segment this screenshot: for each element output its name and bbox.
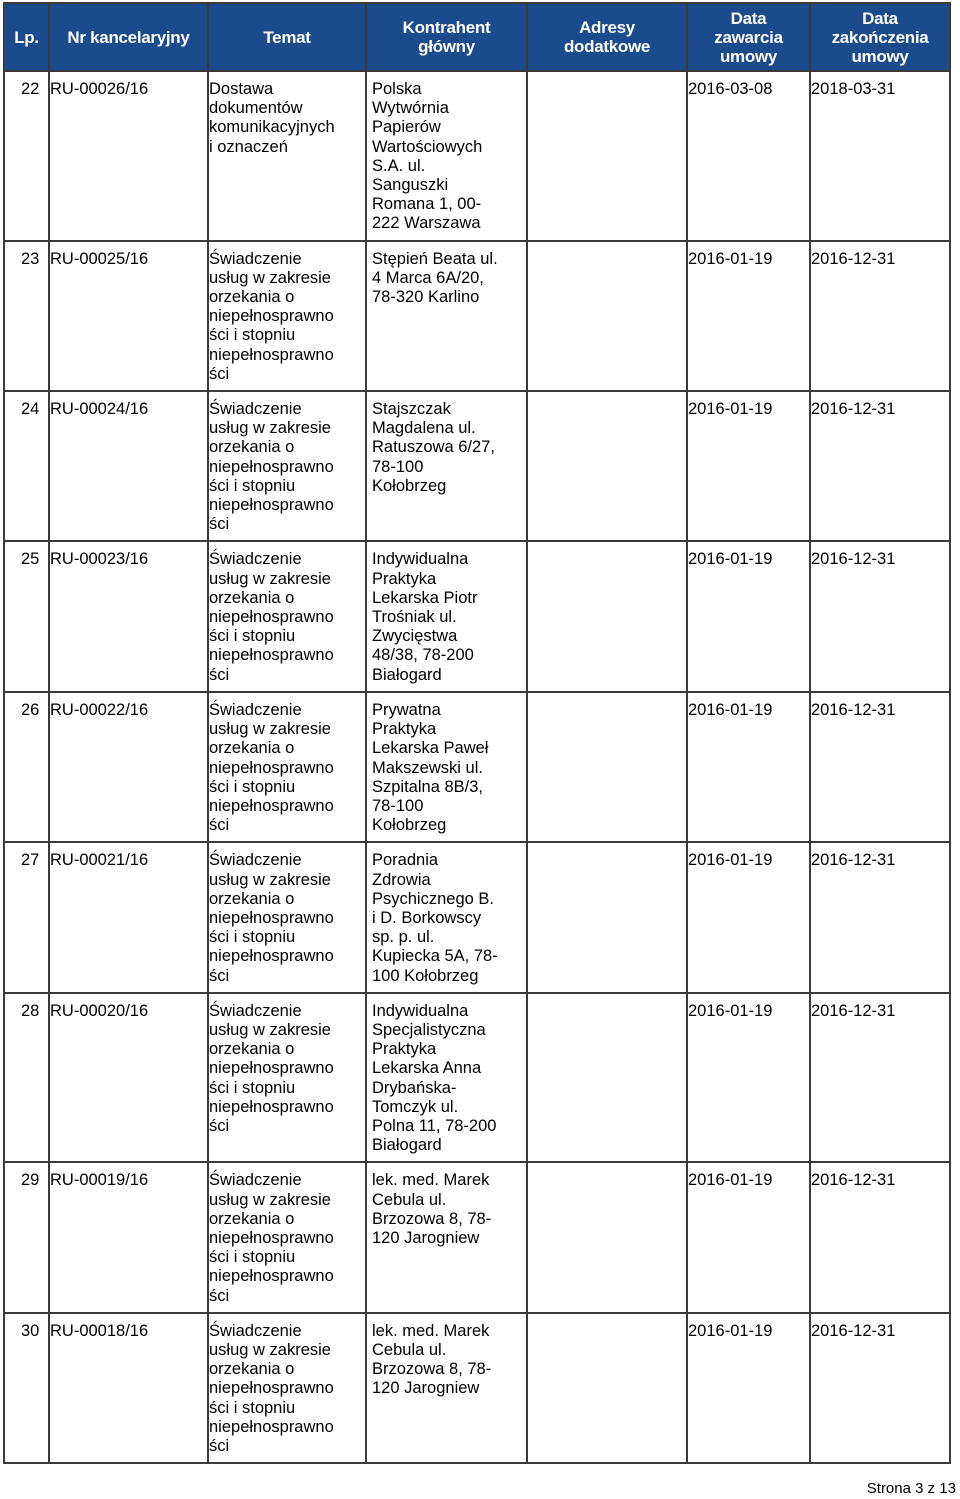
row-number-cell bbox=[4, 541, 49, 691]
contract-end-date: 2016-12-31 bbox=[811, 700, 896, 719]
contract-start-date: 2016-01-19 bbox=[688, 400, 773, 419]
reference-number: RU-00020/16 bbox=[50, 1001, 149, 1020]
contract-topic: Świadczenie usług w zakresie orzekania o niepełnosprawno ści i stopniu niepełnosprawno ści bbox=[209, 400, 334, 534]
reference-number: RU-00019/16 bbox=[50, 1171, 149, 1190]
header-addresses bbox=[527, 3, 687, 71]
contract-topic-cell bbox=[208, 241, 366, 391]
contract-start-date-cell bbox=[687, 692, 810, 842]
reference-number: RU-00022/16 bbox=[50, 700, 149, 719]
main-contractor: Indywidualna Praktyka Lekarska Piotr Trośniak ul. Zwycięstwa 48/38, 78-200 Białogard bbox=[372, 550, 478, 684]
table-row bbox=[4, 692, 950, 842]
row-number-cell bbox=[4, 993, 49, 1163]
contract-end-date-cell bbox=[810, 842, 950, 992]
contract-end-date-cell bbox=[810, 541, 950, 691]
reference-number-cell bbox=[49, 993, 208, 1163]
header-lp: Lp. bbox=[4, 3, 49, 71]
row-number: 27 bbox=[21, 851, 40, 870]
main-contractor: lek. med. Marek Cebula ul. Brzozowa 8, 78- 120 Jarogniew bbox=[372, 1321, 492, 1398]
main-contractor-cell bbox=[366, 692, 527, 842]
reference-number-cell bbox=[49, 692, 208, 842]
contract-end-date-cell bbox=[810, 391, 950, 541]
contract-end-date: 2016-12-31 bbox=[811, 550, 896, 569]
additional-addresses-cell bbox=[527, 1313, 687, 1463]
contract-topic-cell bbox=[208, 1162, 366, 1312]
additional-addresses-cell bbox=[527, 391, 687, 541]
reference-number-cell bbox=[49, 842, 208, 992]
contract-end-date: 2016-12-31 bbox=[811, 1171, 896, 1190]
header-contractor bbox=[366, 3, 527, 71]
reference-number: RU-00025/16 bbox=[50, 249, 149, 268]
row-number: 26 bbox=[21, 700, 40, 719]
contract-end-date-cell bbox=[810, 692, 950, 842]
contract-start-date: 2016-01-19 bbox=[688, 550, 773, 569]
contract-start-date: 2016-01-19 bbox=[688, 851, 773, 870]
contract-topic: Świadczenie usług w zakresie orzekania o niepełnosprawno ści i stopniu niepełnosprawno ści bbox=[209, 700, 334, 835]
contract-start-date-cell bbox=[687, 1313, 810, 1463]
main-contractor-cell bbox=[366, 993, 527, 1163]
contract-topic: Dostawa dokumentów komunikacyjnych i oznaczeń bbox=[209, 80, 335, 156]
header-nr: Nr kancelaryjny bbox=[49, 3, 208, 71]
contract-end-date: 2016-12-31 bbox=[811, 1321, 896, 1340]
additional-addresses-cell bbox=[527, 541, 687, 691]
contract-end-date: 2016-12-31 bbox=[811, 1001, 896, 1020]
reference-number-cell bbox=[49, 1313, 208, 1463]
contract-end-date: 2016-12-31 bbox=[811, 249, 896, 268]
contract-topic-cell bbox=[208, 842, 366, 992]
row-number-cell bbox=[4, 692, 49, 842]
contract-topic-cell bbox=[208, 391, 366, 541]
row-number-cell bbox=[4, 842, 49, 992]
main-contractor-cell bbox=[366, 842, 527, 992]
contract-start-date-cell bbox=[687, 993, 810, 1163]
row-number: 22 bbox=[21, 80, 40, 98]
row-number-cell bbox=[4, 1313, 49, 1463]
contract-start-date: 2016-01-19 bbox=[688, 1171, 773, 1190]
row-number: 30 bbox=[21, 1321, 40, 1340]
contract-end-date: 2016-12-31 bbox=[811, 400, 896, 419]
contract-topic-cell bbox=[208, 993, 366, 1163]
row-number-cell bbox=[4, 241, 49, 391]
contract-start-date-cell bbox=[687, 241, 810, 391]
contract-end-date: 2016-12-31 bbox=[811, 851, 896, 870]
additional-addresses-cell bbox=[527, 993, 687, 1163]
contract-end-date-cell bbox=[810, 241, 950, 391]
contract-start-date-cell bbox=[687, 71, 810, 241]
table-row bbox=[4, 1162, 950, 1312]
contract-start-date-cell bbox=[687, 391, 810, 541]
main-contractor-cell bbox=[366, 541, 527, 691]
reference-number: RU-00021/16 bbox=[50, 851, 149, 870]
contract-topic: Świadczenie usług w zakresie orzekania o niepełnosprawno ści i stopniu niepełnosprawno ści bbox=[209, 851, 334, 985]
header-end-date-label: Data zakończenia umowy bbox=[831, 8, 929, 66]
table-row bbox=[4, 391, 950, 541]
contract-end-date-cell bbox=[810, 1162, 950, 1312]
header-addresses-label: Adresy dodatkowe bbox=[563, 18, 651, 56]
contract-start-date-cell bbox=[687, 1162, 810, 1312]
contract-end-date-cell bbox=[810, 993, 950, 1163]
header-start-date bbox=[687, 3, 810, 71]
row-number: 24 bbox=[21, 400, 40, 419]
additional-addresses-cell bbox=[527, 692, 687, 842]
reference-number-cell bbox=[49, 241, 208, 391]
contract-start-date: 2016-01-19 bbox=[688, 700, 773, 719]
main-contractor-cell bbox=[366, 1162, 527, 1312]
main-contractor-cell bbox=[366, 391, 527, 541]
main-contractor: Stajszczak Magdalena ul. Ratuszowa 6/27, 78-100 Kołobrzeg bbox=[372, 400, 495, 495]
page-number: Strona 3 z 13 bbox=[866, 1480, 956, 1497]
row-number-cell bbox=[4, 71, 49, 241]
contract-start-date-cell bbox=[687, 842, 810, 992]
reference-number: RU-00024/16 bbox=[50, 400, 149, 419]
main-contractor-cell bbox=[366, 71, 527, 241]
contract-topic: Świadczenie usług w zakresie orzekania o niepełnosprawno ści i stopniu niepełnosprawno ści bbox=[209, 1001, 334, 1135]
row-number-cell bbox=[4, 1162, 49, 1312]
contract-topic: Świadczenie usług w zakresie orzekania o niepełnosprawno ści i stopniu niepełnosprawno ści bbox=[209, 249, 334, 383]
contract-topic: Świadczenie usług w zakresie orzekania o niepełnosprawno ści i stopniu niepełnosprawno ści bbox=[209, 1321, 334, 1455]
table-body bbox=[4, 71, 950, 1463]
table-row bbox=[4, 993, 950, 1163]
table-row bbox=[4, 241, 950, 391]
contract-topic-cell bbox=[208, 541, 366, 691]
main-contractor-cell bbox=[366, 1313, 527, 1463]
main-contractor: Indywidualna Specjalistyczna Praktyka Lekarska Anna Drybańska- Tomczyk ul. Polna 11, 78-200 Białogard bbox=[372, 1001, 497, 1155]
main-contractor: lek. med. Marek Cebula ul. Brzozowa 8, 78- 120 Jarogniew bbox=[372, 1171, 492, 1247]
table-row bbox=[4, 842, 950, 992]
additional-addresses-cell bbox=[527, 842, 687, 992]
header-end-date bbox=[810, 3, 950, 71]
contract-end-date-cell bbox=[810, 1313, 950, 1463]
reference-number-cell bbox=[49, 1162, 208, 1312]
additional-addresses-cell bbox=[527, 241, 687, 391]
reference-number-cell bbox=[49, 71, 208, 241]
contract-start-date: 2016-01-19 bbox=[688, 1001, 773, 1020]
reference-number: RU-00023/16 bbox=[50, 550, 149, 569]
table-row bbox=[4, 541, 950, 691]
contract-topic-cell bbox=[208, 1313, 366, 1463]
contract-end-date: 2018-03-31 bbox=[811, 80, 896, 98]
contract-topic-cell bbox=[208, 692, 366, 842]
header-start-date-label: Data zawarcia umowy bbox=[714, 8, 783, 66]
contract-start-date: 2016-01-19 bbox=[688, 249, 773, 268]
header-contractor-label: Kontrahent główny bbox=[402, 18, 491, 56]
main-contractor-cell bbox=[366, 241, 527, 391]
additional-addresses-cell bbox=[527, 1162, 687, 1312]
contract-topic: Świadczenie usług w zakresie orzekania o niepełnosprawno ści i stopniu niepełnosprawno ści bbox=[209, 1171, 334, 1305]
contract-topic: Świadczenie usług w zakresie orzekania o niepełnosprawno ści i stopniu niepełnosprawno ści bbox=[209, 550, 334, 684]
main-contractor: Stępień Beata ul. 4 Marca 6A/20, 78-320 Karlino bbox=[372, 249, 498, 307]
main-contractor: Poradnia Zdrowia Psychicznego B. i D. Borkowscy sp. p. ul. Kupiecka 5A, 78- 100 Kołobrzeg bbox=[372, 851, 498, 985]
contract-start-date: 2016-01-19 bbox=[688, 1321, 773, 1340]
reference-number-cell bbox=[49, 391, 208, 541]
contracts-table bbox=[3, 2, 951, 1464]
reference-number: RU-00018/16 bbox=[50, 1321, 149, 1340]
reference-number-cell bbox=[49, 541, 208, 691]
main-contractor: Polska Wytwórnia Papierów Wartościowych S.A. ul. Sanguszki Romana 1, 00- 222 Warszawa bbox=[372, 80, 483, 233]
table-header bbox=[4, 3, 950, 71]
table-row bbox=[4, 1313, 950, 1463]
row-number: 23 bbox=[21, 249, 40, 268]
row-number: 28 bbox=[21, 1001, 40, 1020]
contract-start-date-cell bbox=[687, 541, 810, 691]
table-row bbox=[4, 71, 950, 241]
reference-number: RU-00026/16 bbox=[50, 80, 149, 98]
row-number-cell bbox=[4, 391, 49, 541]
additional-addresses-cell bbox=[527, 71, 687, 241]
header-topic: Temat bbox=[208, 3, 366, 71]
row-number: 29 bbox=[21, 1171, 40, 1190]
row-number: 25 bbox=[21, 550, 40, 569]
header-row bbox=[4, 3, 950, 71]
main-contractor: Prywatna Praktyka Lekarska Paweł Makszewski ul. Szpitalna 8B/3, 78-100 Kołobrzeg bbox=[372, 700, 489, 835]
contract-end-date-cell bbox=[810, 71, 950, 241]
contract-topic-cell bbox=[208, 71, 366, 241]
contract-start-date: 2016-03-08 bbox=[688, 80, 773, 98]
